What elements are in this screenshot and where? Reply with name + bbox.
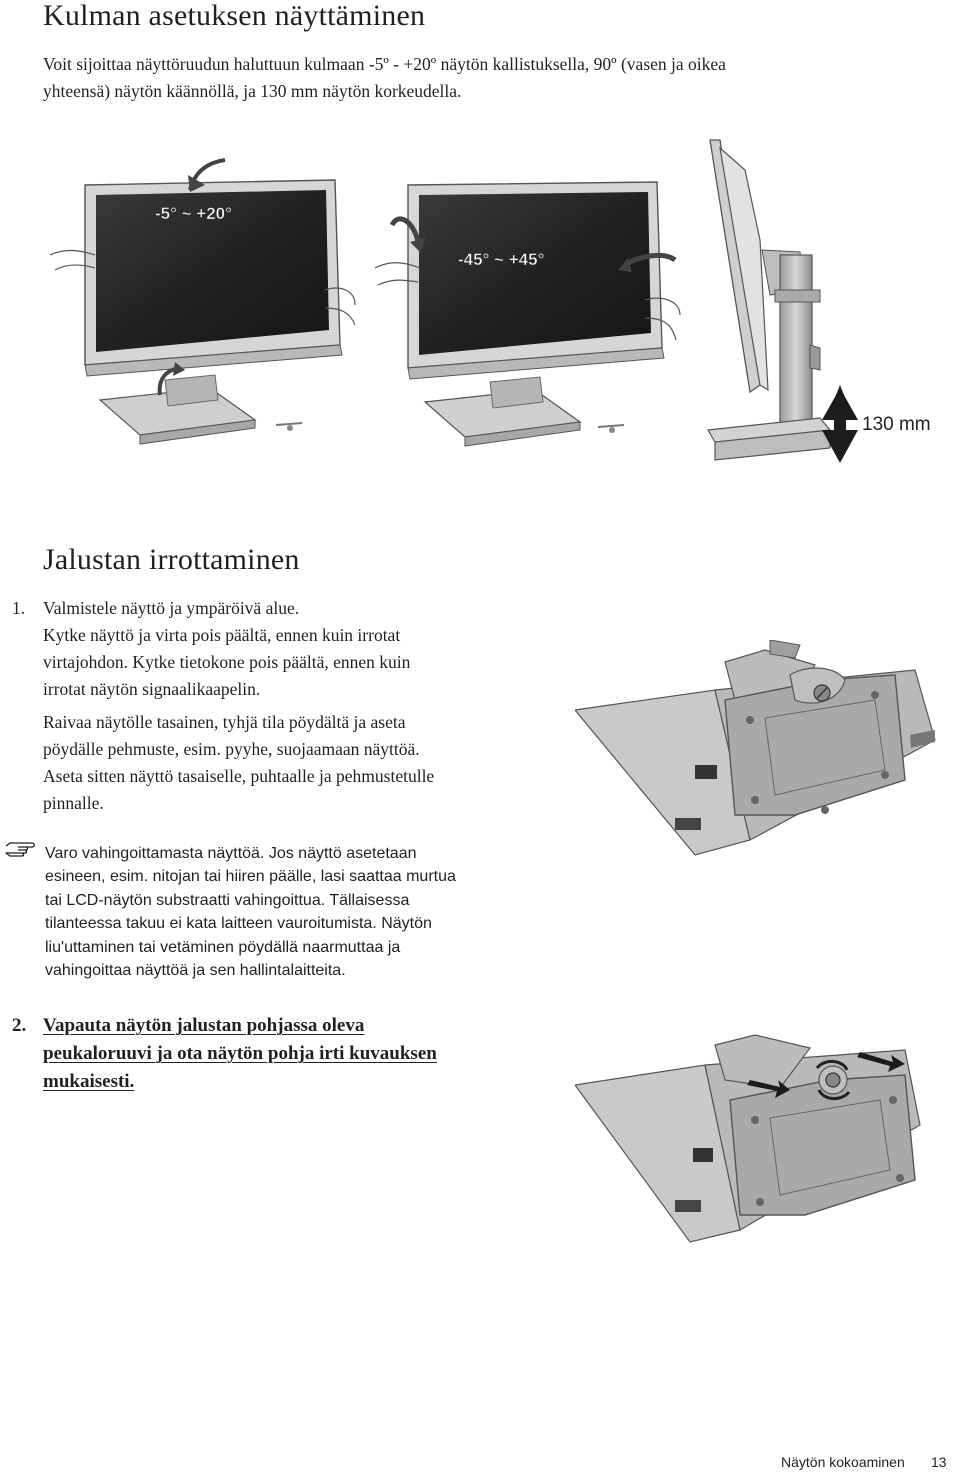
step1-number: 1. bbox=[12, 598, 26, 618]
note-line-1: Varo vahingoittamasta näyttöä. Jos näyttö asetetaan bbox=[45, 845, 417, 862]
step1-para2-line4: pinnalle. bbox=[43, 793, 104, 813]
monitor-swivel bbox=[375, 182, 680, 446]
monitor-tilt bbox=[50, 160, 355, 444]
height-label: 130 mm bbox=[862, 414, 931, 435]
step1-para1-line1: Kytke näyttö ja virta pois päältä, ennen kuin irrotat bbox=[43, 625, 401, 645]
swivel-label: -45° ~ +45° bbox=[458, 250, 545, 269]
note-line-2: esineen, esim. nitojan tai hiiren päälle, lasi saattaa murtua bbox=[45, 868, 456, 885]
section-title-angle: Kulman asetuksen näyttäminen bbox=[43, 0, 426, 32]
step1-para1-line2: virtajohdon. Kytke tietokone pois päältä, ennen kuin bbox=[43, 652, 411, 672]
step2-number: 2. bbox=[12, 1015, 27, 1036]
section-title-stand: Jalustan irrottaminen bbox=[43, 543, 300, 576]
intro-line-2: yhteensä) näytön käännöllä, ja 130 mm näytön korkeudella. bbox=[43, 81, 462, 101]
monitor-adjustment-illustration bbox=[40, 130, 960, 490]
note-line-4: tilanteessa takuu ei kata laitteen vauroitumista. Näytön bbox=[45, 915, 432, 932]
stand-base-illustration bbox=[575, 640, 960, 860]
step1-para2-line1: Raivaa näytölle tasainen, tyhjä tila pöydältä ja aseta bbox=[43, 712, 406, 732]
footer-section-name: Näytön kokoaminen bbox=[781, 1454, 905, 1470]
step2-line-1: Vapauta näytön jalustan pohjassa oleva bbox=[43, 1015, 365, 1036]
step1-title: Valmistele näyttö ja ympäröivä alue. bbox=[43, 598, 300, 618]
tilt-label: -5° ~ +20° bbox=[155, 204, 232, 223]
pointing-hand-icon bbox=[4, 838, 40, 858]
note-line-3: tai LCD-näytön substraatti vahingoittua. Tällaisessa bbox=[45, 892, 410, 909]
step1-para1-line3: irrotat näytön signaalikaapelin. bbox=[43, 679, 261, 699]
note-line-5: liu'uttaminen tai vetäminen pöydällä naarmuttaa ja bbox=[45, 939, 401, 956]
monitor-height bbox=[708, 140, 830, 460]
remove-stand-illustration bbox=[575, 1030, 960, 1245]
step2-line-3: mukaisesti. bbox=[43, 1071, 135, 1092]
footer-page-number: 13 bbox=[931, 1454, 947, 1470]
height-arrow-icon bbox=[822, 385, 858, 463]
step1-para2-line3: Aseta sitten näyttö tasaiselle, puhtaalle ja pehmustetulle bbox=[43, 766, 435, 786]
intro-line-1: Voit sijoittaa näyttöruudun haluttuun kulmaan -5º - +20º näytön kallistuksella, 90º (vasen ja oikea bbox=[43, 54, 726, 74]
note-line-6: vahingoittaa näyttöä ja sen hallintalaitteita. bbox=[45, 962, 346, 979]
step1-para2-line2: pöydälle pehmuste, esim. pyyhe, suojaamaan näyttöä. bbox=[43, 739, 420, 759]
step2-line-2: peukaloruuvi ja ota näytön pohja irti kuvauksen bbox=[43, 1043, 437, 1064]
